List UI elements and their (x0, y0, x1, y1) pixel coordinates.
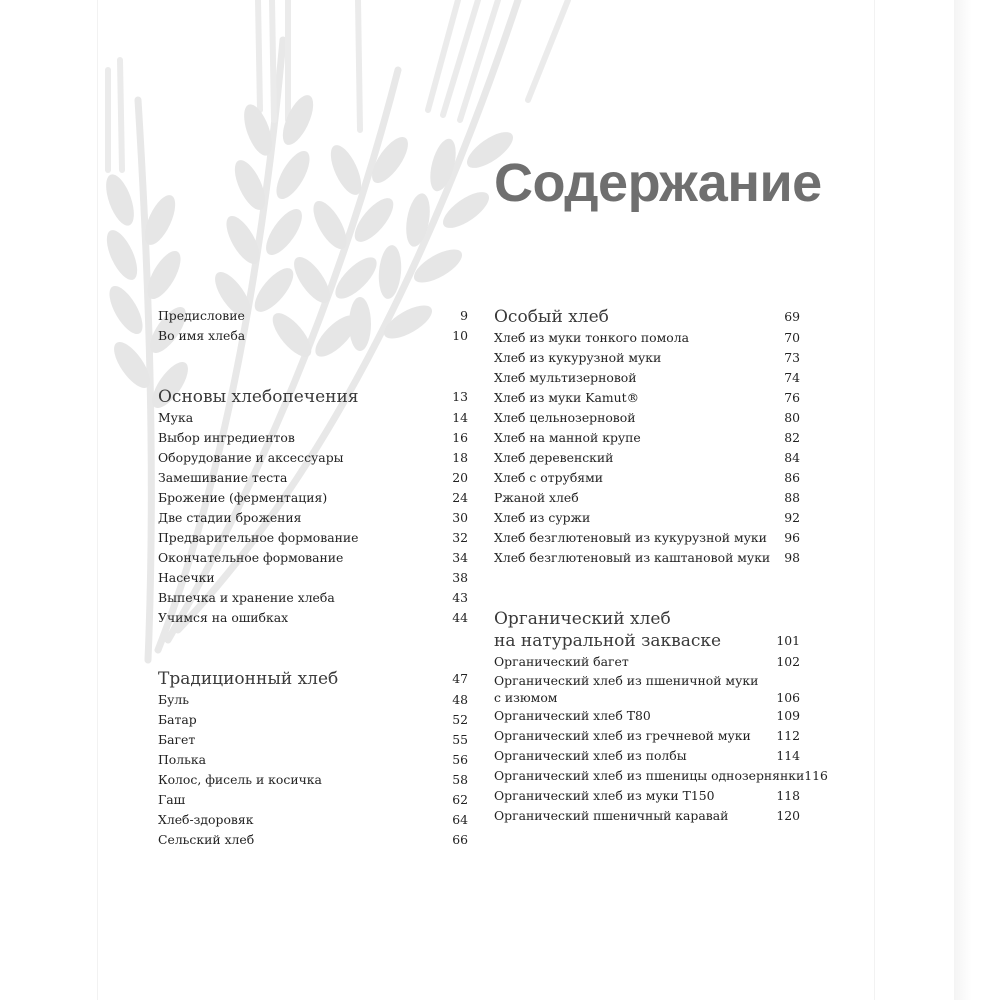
toc-entry-page: 18 (452, 450, 468, 465)
toc-entry[interactable] (158, 548, 468, 568)
toc-entry-label: Хлеб безглютеновый из каштановой муки (494, 550, 771, 565)
toc-entry-label: Предварительное формование (158, 530, 359, 545)
section-page: 69 (784, 309, 800, 324)
toc-entry-label: Замешивание теста (158, 470, 288, 485)
toc-entry-label: Брожение (ферментация) (158, 490, 328, 505)
toc-entry-label-line: с изюмом (494, 690, 558, 705)
toc-entry-label: Органический хлеб из пшеницы однозернянки (494, 768, 805, 783)
toc-entry[interactable] (494, 672, 800, 706)
toc-entry[interactable] (158, 528, 468, 548)
toc-entry-label: Хлеб с отрубями (494, 470, 604, 485)
toc-entry[interactable] (494, 368, 800, 388)
toc-entry-label: Хлеб цельнозерновой (494, 410, 636, 425)
toc-entry-label: Сельский хлеб (158, 832, 255, 847)
section-title-line: Органический хлеб (494, 609, 671, 629)
toc-entry[interactable] (158, 608, 468, 628)
toc-entry-page: 9 (460, 308, 468, 323)
section-title: Особый хлеб (494, 307, 609, 327)
toc-entry[interactable] (158, 448, 468, 468)
section-title-line: на натуральной закваске (494, 631, 722, 651)
toc-entry-label: Хлеб из суржи (494, 510, 591, 525)
toc-section-heading[interactable] (494, 306, 800, 328)
toc-entry-label: Органический хлеб T80 (494, 708, 651, 723)
toc-entry-page: 55 (452, 732, 468, 747)
toc-entry-label: Хлеб на манной крупе (494, 430, 641, 445)
section-title: Основы хлебопечения (158, 387, 359, 407)
toc-entry[interactable] (158, 750, 468, 770)
toc-entry-page: 80 (784, 410, 800, 425)
toc-section-heading[interactable] (494, 608, 800, 652)
toc-entry-page: 58 (452, 772, 468, 787)
toc-entry[interactable] (494, 706, 800, 726)
toc-entry[interactable] (494, 652, 800, 672)
section-page: 101 (776, 633, 800, 648)
toc-entry-page: 52 (452, 712, 468, 727)
toc-left-column (158, 306, 468, 850)
toc-entry-page: 14 (452, 410, 468, 425)
toc-entry-label: Оборудование и аксессуары (158, 450, 344, 465)
toc-entry-page: 43 (452, 590, 468, 605)
toc-entry[interactable] (494, 388, 800, 408)
toc-entry[interactable] (158, 306, 468, 326)
toc-entry[interactable] (158, 568, 468, 588)
toc-entry[interactable] (494, 746, 800, 766)
toc-entry-page: 96 (784, 530, 800, 545)
toc-entry[interactable] (494, 786, 800, 806)
toc-entry-page: 64 (452, 812, 468, 827)
section-title: Традиционный хлеб (158, 669, 339, 689)
toc-entry-label: Хлеб мультизерновой (494, 370, 637, 385)
toc-entry-page: 98 (784, 550, 800, 565)
toc-entry-page: 106 (776, 690, 800, 705)
toc-entry-page: 62 (452, 792, 468, 807)
toc-entry[interactable] (494, 508, 800, 528)
toc-entry-page: 112 (776, 728, 800, 743)
toc-entry[interactable] (158, 690, 468, 710)
toc-entry-label: Мука (158, 410, 194, 425)
toc-entry-label: Гаш (158, 792, 186, 807)
toc-entry[interactable] (494, 726, 800, 746)
toc-entry-label: Насечки (158, 570, 215, 585)
page-spine-shadow (954, 0, 972, 1000)
toc-entry-page: 86 (784, 470, 800, 485)
toc-entry[interactable] (158, 326, 468, 346)
toc-entry-page: 66 (452, 832, 468, 847)
toc-entry[interactable] (494, 448, 800, 468)
toc-entry-label: Полька (158, 752, 207, 767)
toc-entry[interactable] (494, 806, 800, 826)
toc-entry-label: Органический хлеб из муки T150 (494, 788, 715, 803)
page-title: Содержание (494, 153, 822, 213)
toc-entry-label: Колос, фисель и косичка (158, 772, 322, 787)
toc-entry[interactable] (158, 710, 468, 730)
toc-entry-page: 109 (776, 708, 800, 723)
toc-entry-label: Учимся на ошибках (158, 610, 289, 625)
toc-entry-page: 92 (784, 510, 800, 525)
toc-entry[interactable] (158, 588, 468, 608)
toc-entry[interactable] (158, 810, 468, 830)
section-page: 13 (452, 389, 468, 404)
section-title (494, 608, 721, 652)
toc-entry-label: Органический хлеб из полбы (494, 748, 687, 763)
toc-entry-label: Буль (158, 692, 190, 707)
toc-entry-page: 116 (804, 768, 828, 783)
toc-entry-label: Во имя хлеба (158, 328, 246, 343)
section-page: 47 (452, 671, 468, 686)
book-page (98, 0, 874, 1000)
toc-section-heading[interactable] (158, 386, 468, 408)
toc-entry-label: Выбор ингредиентов (158, 430, 295, 445)
toc-entry-label: Две стадии брожения (158, 510, 302, 525)
toc-entry-page: 74 (784, 370, 800, 385)
toc-entry-page: 10 (452, 328, 468, 343)
toc-entry-label: Хлеб деревенский (494, 450, 614, 465)
toc-entry[interactable] (158, 790, 468, 810)
toc-entry[interactable] (158, 508, 468, 528)
toc-entry-label: Органический пшеничный каравай (494, 808, 729, 823)
toc-entry-page: 88 (784, 490, 800, 505)
toc-entry-page: 114 (776, 748, 800, 763)
toc-entry-page: 34 (452, 550, 468, 565)
toc-entry-page: 48 (452, 692, 468, 707)
toc-entry[interactable] (158, 468, 468, 488)
toc-entry-page: 82 (784, 430, 800, 445)
toc-entry[interactable] (158, 488, 468, 508)
toc-entry-label: Окончательное формование (158, 550, 344, 565)
toc-entry[interactable] (494, 528, 800, 548)
toc-entry-page: 16 (452, 430, 468, 445)
toc-entry[interactable] (158, 428, 468, 448)
toc-entry[interactable] (158, 830, 468, 850)
toc-entry[interactable] (494, 548, 800, 568)
toc-entry-label: Хлеб из муки Kamut® (494, 390, 639, 405)
toc-entry-page: 30 (452, 510, 468, 525)
toc-section-heading[interactable] (158, 668, 468, 690)
toc-entry-page: 76 (784, 390, 800, 405)
toc-entry-label: Хлеб-здоровяк (158, 812, 254, 827)
toc-entry-label (494, 672, 766, 706)
toc-entry-page: 44 (452, 610, 468, 625)
toc-entry-label: Хлеб из муки тонкого помола (494, 330, 689, 345)
toc-entry-page: 20 (452, 470, 468, 485)
toc-entry-page: 102 (776, 654, 800, 669)
toc-entry-label: Предисловие (158, 308, 245, 323)
toc-entry[interactable] (494, 488, 800, 508)
toc-entry-label: Органический хлеб из гречневой муки (494, 728, 751, 743)
toc-entry-page: 70 (784, 330, 800, 345)
toc-entry-label: Багет (158, 732, 196, 747)
toc-entry-page: 118 (776, 788, 800, 803)
toc-entry[interactable] (158, 770, 468, 790)
toc-entry[interactable] (494, 766, 828, 786)
toc-entry-page: 38 (452, 570, 468, 585)
toc-entry[interactable] (494, 348, 800, 368)
toc-entry[interactable] (494, 408, 800, 428)
toc-entry[interactable] (494, 468, 800, 488)
toc-entry-label: Батар (158, 712, 197, 727)
toc-entry-label: Ржаной хлеб (494, 490, 579, 505)
toc-entry-page: 73 (784, 350, 800, 365)
toc-entry-label: Выпечка и хранение хлеба (158, 590, 335, 605)
toc-entry[interactable] (494, 428, 800, 448)
toc-entry-label: Хлеб безглютеновый из кукурузной муки (494, 530, 767, 545)
toc-entry-label: Хлеб из кукурузной муки (494, 350, 662, 365)
toc-entry-page: 24 (452, 490, 468, 505)
toc-entry-page: 56 (452, 752, 468, 767)
toc-entry-label-line: Органический хлеб из пшеничной муки (494, 673, 759, 688)
toc-right-column (494, 306, 828, 826)
toc-entry-page: 84 (784, 450, 800, 465)
toc-entry[interactable] (494, 328, 800, 348)
toc-entry-label: Органический багет (494, 654, 629, 669)
toc-entry-page: 120 (776, 808, 800, 823)
toc-entry-page: 32 (452, 530, 468, 545)
toc-entry[interactable] (158, 408, 468, 428)
toc-entry[interactable] (158, 730, 468, 750)
